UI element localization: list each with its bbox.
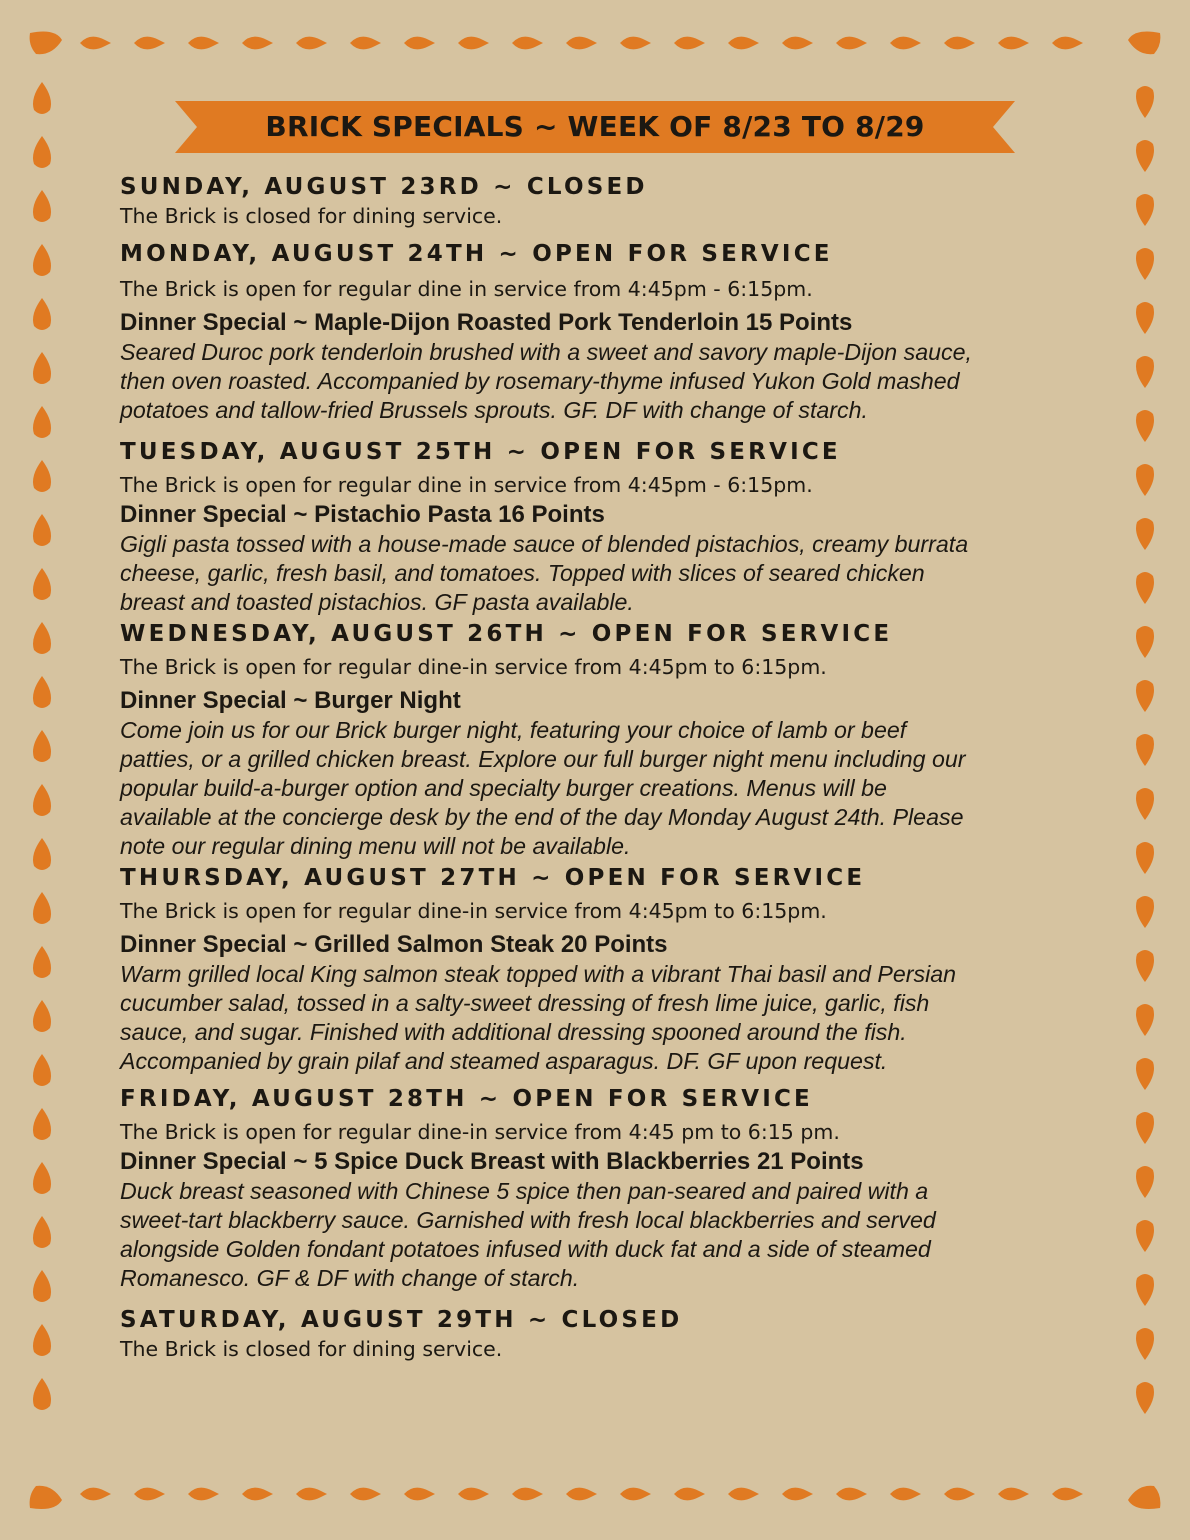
leaf-ornament [1136,1220,1154,1252]
leaf-ornament [1136,356,1154,388]
leaf-ornament [33,1216,51,1248]
leaf-ornament [33,1378,51,1410]
service-note: The Brick is open for regular dine in service from 4:45pm - 6:15pm. [120,473,813,497]
title-banner [175,101,1015,153]
leaf-ornament [674,1488,705,1501]
day-heading: WEDNESDAY, AUGUST 26TH ~ OPEN FOR SERVICE [120,621,893,647]
leaf-ornament [944,1488,975,1501]
leaf-ornament [33,568,51,600]
description-line: Duck breast seasoned with Chinese 5 spice then pan-seared and paired with a [120,1178,929,1204]
leaf-ornament [1136,1166,1154,1198]
leaf-ornament [33,244,51,276]
leaf-ornament [1136,1382,1154,1414]
corner-leaf-ornament [1128,1486,1160,1509]
service-note: The Brick is open for regular dine-in service from 4:45pm to 6:15pm. [120,899,827,923]
day-heading: SUNDAY, AUGUST 23RD ~ CLOSED [120,174,648,200]
leaf-ornament [33,460,51,492]
day-heading: TUESDAY, AUGUST 25TH ~ OPEN FOR SERVICE [120,439,841,465]
specials-list [120,172,1070,1364]
leaf-ornament [33,1108,51,1140]
description-line: Romanesco. GF & DF with change of starch. [120,1265,580,1291]
leaf-ornament [1136,1328,1154,1360]
leaf-ornament [33,352,51,384]
leaf-ornament [33,514,51,546]
day-heading: SATURDAY, AUGUST 29TH ~ CLOSED [120,1307,683,1333]
leaf-ornament [1136,248,1154,280]
day-monday [120,239,1070,425]
leaf-ornament [674,37,705,50]
leaf-ornament [33,622,51,654]
leaf-ornament [296,1488,327,1501]
service-note: The Brick is open for regular dine-in service from 4:45 pm to 6:15 pm. [120,1120,840,1144]
day-thursday [120,863,1070,1076]
leaf-ornament [1136,302,1154,334]
leaf-ornament [242,1488,273,1501]
leaf-ornament [33,190,51,222]
description-line: then oven roasted. Accompanied by rosemary-thyme infused Yukon Gold mashed [120,368,960,394]
leaf-ornament [1136,680,1154,712]
leaf-ornament [728,1488,759,1501]
day-wednesday [120,619,1070,861]
leaf-ornament [188,37,219,50]
leaf-ornament [836,1488,867,1501]
special-description [120,338,1070,425]
service-note: The Brick is open for regular dine in service from 4:45pm - 6:15pm. [120,277,813,301]
description-line: alongside Golden fondant potatoes infused with duck fat and a side of steamed [120,1236,931,1262]
leaf-ornament [512,37,543,50]
leaf-ornament [1136,140,1154,172]
special-description [120,960,1070,1076]
leaf-ornament [1052,1488,1083,1501]
leaf-ornament [782,1488,813,1501]
special-title: Dinner Special ~ Burger Night [120,687,461,714]
day-tuesday [120,437,1070,617]
leaf-ornament [458,37,489,50]
leaf-ornament [1136,464,1154,496]
description-line: patties, or a grilled chicken breast. Explore our full burger night menu including our [120,746,966,772]
description-line: sauce, and sugar. Finished with additional dressing spooned around the fish. [120,1019,907,1045]
leaf-ornament [134,37,165,50]
corner-leaf-ornament [30,1486,62,1509]
description-line: sweet-tart blackberry sauce. Garnished with fresh local blackberries and served [120,1207,936,1233]
day-saturday [120,1305,1070,1364]
leaf-ornament [1136,950,1154,982]
leaf-ornament [33,136,51,168]
day-heading: FRIDAY, AUGUST 28TH ~ OPEN FOR SERVICE [120,1086,813,1112]
description-line: Warm grilled local King salmon steak topped with a vibrant Thai basil and Persian [120,961,957,987]
leaf-ornament [33,1000,51,1032]
description-line: cheese, garlic, fresh basil, and tomatoes. Topped with slices of seared chicken [120,560,925,586]
leaf-ornament [998,1488,1029,1501]
leaf-ornament [350,37,381,50]
description-line: available at the concierge desk by the end of the day Monday August 24th. Please [120,804,964,830]
description-line: Come join us for our Brick burger night, featuring your choice of lamb or beef [120,717,907,743]
leaf-ornament [134,1488,165,1501]
description-line: Accompanied by grain pilaf and steamed asparagus. DF. GF upon request. [120,1048,888,1074]
day-heading: THURSDAY, AUGUST 27TH ~ OPEN FOR SERVICE [120,865,866,891]
leaf-ornament [728,37,759,50]
description-line: popular build-a-burger option and specialty burger creations. Menus will be [120,775,887,801]
leaf-ornament [512,1488,543,1501]
special-description [120,530,1070,617]
leaf-ornament [242,37,273,50]
leaf-ornament [1136,626,1154,658]
leaf-ornament [33,676,51,708]
leaf-ornament [1136,1274,1154,1306]
page-title: BRICK SPECIALS ~ WEEK OF 8/23 TO 8/29 [265,110,925,143]
special-title: Dinner Special ~ Grilled Salmon Steak 20 Points [120,931,668,958]
leaf-ornament [566,37,597,50]
leaf-ornament [1136,194,1154,226]
leaf-ornament [1136,842,1154,874]
day-friday [120,1084,1070,1293]
special-title: Dinner Special ~ Pistachio Pasta 16 Points [120,501,605,528]
leaf-ornament [404,1488,435,1501]
leaf-ornament [33,1270,51,1302]
description-line: note our regular dining menu will not be available. [120,833,631,859]
description-line: breast and toasted pistachios. GF pasta available. [120,589,634,615]
leaf-ornament [80,1488,111,1501]
leaf-ornament [1136,1058,1154,1090]
leaf-ornament [350,1488,381,1501]
leaf-ornament [33,784,51,816]
leaf-ornament [80,37,111,50]
description-line: Seared Duroc pork tenderloin brushed with a sweet and savory maple-Dijon sauce, [120,339,972,365]
leaf-ornament [33,1162,51,1194]
leaf-ornament [890,37,921,50]
day-heading: MONDAY, AUGUST 24TH ~ OPEN FOR SERVICE [120,241,833,267]
leaf-ornament [33,298,51,330]
leaf-ornament [944,37,975,50]
leaf-ornament [33,82,51,114]
service-note: The Brick is open for regular dine-in service from 4:45pm to 6:15pm. [120,655,827,679]
description-line: potatoes and tallow-fried Brussels sprouts. GF. DF with change of starch. [120,397,868,423]
leaf-ornament [1136,518,1154,550]
leaf-ornament [620,1488,651,1501]
leaf-ornament [188,1488,219,1501]
leaf-ornament [33,892,51,924]
leaf-ornament [998,37,1029,50]
corner-leaf-ornament [30,32,62,55]
description-line: Gigli pasta tossed with a house-made sauce of blended pistachios, creamy burrata [120,531,969,557]
leaf-ornament [836,37,867,50]
leaf-ornament [1136,572,1154,604]
description-line: cucumber salad, tossed in a salty-sweet dressing of fresh lime juice, garlic, fish [120,990,930,1016]
service-note: The Brick is closed for dining service. [120,1337,503,1361]
leaf-ornament [1136,734,1154,766]
special-description [120,716,1070,861]
special-title: Dinner Special ~ Maple-Dijon Roasted Pork Tenderloin 15 Points [120,309,853,336]
corner-leaf-ornament [1128,32,1160,55]
leaf-ornament [33,406,51,438]
leaf-ornament [33,838,51,870]
leaf-ornament [1136,788,1154,820]
leaf-ornament [33,730,51,762]
leaf-ornament [1136,896,1154,928]
leaf-ornament [1136,1004,1154,1036]
leaf-ornament [33,946,51,978]
leaf-ornament [404,37,435,50]
special-title: Dinner Special ~ 5 Spice Duck Breast with Blackberries 21 Points [120,1148,864,1175]
day-sunday [120,172,1070,231]
leaf-ornament [458,1488,489,1501]
leaf-ornament [890,1488,921,1501]
leaf-ornament [620,37,651,50]
service-note: The Brick is closed for dining service. [120,204,503,228]
special-description [120,1177,1070,1293]
leaf-ornament [33,1054,51,1086]
leaf-ornament [782,37,813,50]
leaf-ornament [296,37,327,50]
leaf-ornament [566,1488,597,1501]
leaf-ornament [1052,37,1083,50]
leaf-ornament [33,1324,51,1356]
leaf-ornament [1136,410,1154,442]
leaf-ornament [1136,1112,1154,1144]
leaf-ornament [1136,86,1154,118]
